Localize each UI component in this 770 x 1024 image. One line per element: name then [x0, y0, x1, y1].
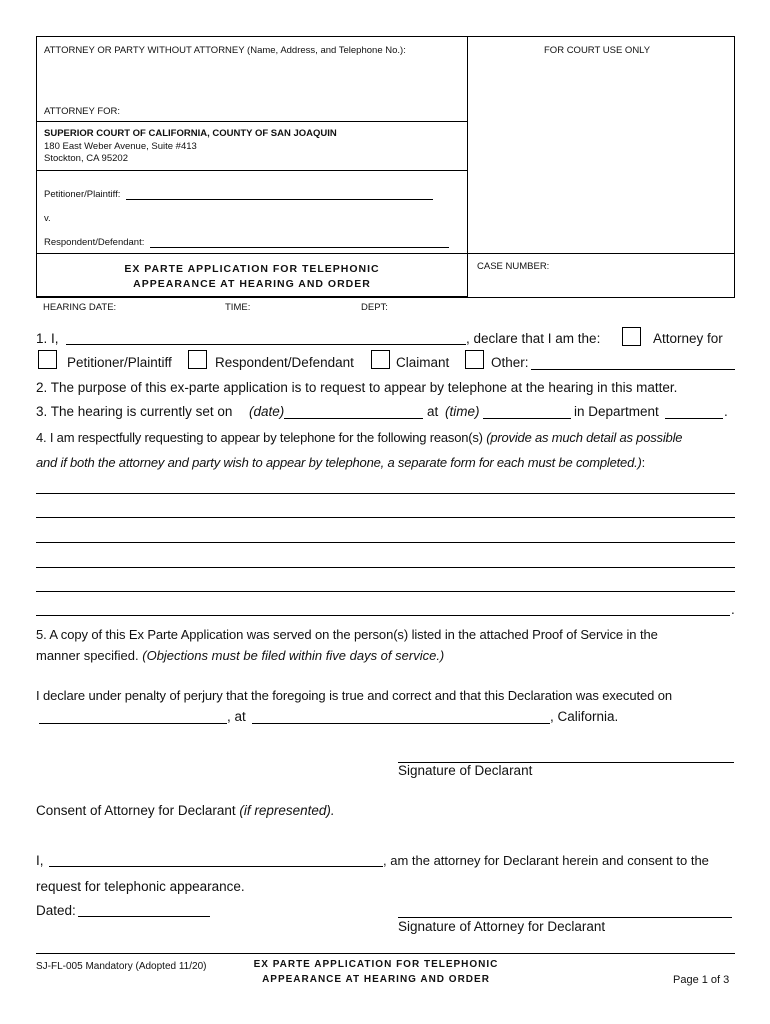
declarant-name-field[interactable]: [66, 344, 466, 345]
petitioner-label: Petitioner/Plaintiff:: [44, 189, 121, 200]
item4-colon: :: [641, 455, 646, 470]
respondent-checkbox[interactable]: [188, 350, 207, 369]
hearing-dept-field[interactable]: [665, 418, 723, 419]
petitioner-checkbox[interactable]: [38, 350, 57, 369]
attorney-consent-prefix: I,: [36, 853, 44, 868]
court-address-line2: Stockton, CA 95202: [44, 153, 128, 164]
petitioner-field[interactable]: [126, 199, 433, 200]
attorney-party-label: ATTORNEY OR PARTY WITHOUT ATTORNEY (Name, Address, and Telephone No.):: [44, 45, 406, 56]
versus-label: v.: [44, 213, 51, 224]
footer-title-line1: EX PARTE APPLICATION FOR TELEPHONIC: [253, 959, 499, 970]
item4-line1: [36, 430, 682, 445]
hearing-time-label: TIME:: [225, 302, 251, 313]
footer-title-line2: APPEARANCE AT HEARING AND ORDER: [262, 974, 490, 985]
claimant-checkbox[interactable]: [371, 350, 390, 369]
dated-field[interactable]: [78, 916, 210, 917]
court-use-label: FOR COURT USE ONLY: [544, 45, 651, 56]
other-checkbox[interactable]: [465, 350, 484, 369]
declaration-california: , California.: [550, 709, 619, 724]
consent-heading: [36, 803, 335, 818]
reason-line[interactable]: [36, 591, 735, 592]
item4-text: 4. I am respectfully requesting to appear by telephone for the following reason(s): [36, 430, 483, 445]
respondent-label: Respondent/Defendant:: [44, 237, 145, 248]
attorney-signature-label: Signature of Attorney for Declarant: [398, 919, 606, 934]
attorney-signature-line[interactable]: [398, 917, 732, 918]
reason-line[interactable]: [36, 542, 735, 543]
respondent-option: Respondent/Defendant: [215, 355, 354, 370]
item3-time-label: (time): [445, 404, 480, 419]
item4-italic-part1: (provide as much detail as possible: [486, 430, 683, 445]
caption-divider: [467, 36, 468, 298]
page-number: Page 1 of 3: [673, 974, 730, 986]
caption-rule: [36, 296, 468, 297]
item3-at-label: at: [427, 404, 439, 419]
item3-period: .: [724, 404, 728, 419]
court-name: SUPERIOR COURT OF CALIFORNIA, COUNTY OF SAN JOAQUIN: [44, 128, 337, 139]
hearing-time-field[interactable]: [483, 418, 571, 419]
caption-rule: [36, 121, 468, 122]
item5-line2: [36, 648, 444, 663]
hearing-dept-label: DEPT:: [361, 302, 388, 313]
footer-rule: [36, 953, 735, 954]
caption-box: [36, 36, 735, 298]
declarant-signature-label: Signature of Declarant: [398, 763, 533, 778]
other-field[interactable]: [531, 369, 735, 370]
consent-label: Consent of Attorney for Declarant: [36, 803, 236, 818]
petitioner-option: Petitioner/Plaintiff: [67, 355, 172, 370]
item3-date-label: (date): [249, 404, 285, 419]
form-title-line1: EX PARTE APPLICATION FOR TELEPHONIC: [124, 263, 380, 275]
respondent-field[interactable]: [150, 247, 449, 248]
reason-line[interactable]: [36, 517, 735, 518]
attorney-consent-line2: request for telephonic appearance.: [36, 879, 245, 894]
caption-rule: [36, 170, 468, 171]
attorney-for-option: Attorney for: [653, 331, 723, 346]
item4-italic-part2: and if both the attorney and party wish to appear by telephone, a separate form for each must be completed.): [36, 455, 642, 470]
execution-place-field[interactable]: [252, 723, 550, 724]
attorney-consent-text: , am the attorney for Declarant herein and consent to the: [383, 853, 709, 868]
reason-line[interactable]: [36, 493, 735, 494]
declaration-text: I declare under penalty of perjury that the foregoing is true and correct and that this Declaration was executed on: [36, 688, 672, 703]
attorney-for-label: ATTORNEY FOR:: [44, 106, 121, 117]
item2-text: 2. The purpose of this ex-parte application is to request to appear by telephone at the hearing in this matter.: [36, 380, 678, 395]
reason-line[interactable]: [36, 615, 730, 616]
item5-italic: (Objections must be filed within five days of service.): [142, 648, 445, 663]
attorney-for-checkbox[interactable]: [622, 327, 641, 346]
item5-text: manner specified.: [36, 648, 139, 663]
dated-label: Dated:: [36, 903, 76, 918]
claimant-option: Claimant: [396, 355, 450, 370]
item3-dept-label: in Department: [574, 404, 659, 419]
other-option: Other:: [491, 355, 529, 370]
item1-prefix: 1. I,: [36, 331, 59, 346]
caption-rule: [36, 253, 735, 254]
item5-line1: 5. A copy of this Ex Parte Application was served on the person(s) listed in the attached Proof of Service in the: [36, 627, 658, 642]
declaration-at: , at: [227, 709, 246, 724]
hearing-date-field[interactable]: [284, 418, 423, 419]
item1-declare-text: , declare that I am the:: [466, 331, 601, 346]
case-number-label: CASE NUMBER:: [477, 261, 550, 272]
consent-italic: (if represented).: [239, 803, 335, 818]
item4-line2: [36, 455, 645, 470]
reason-line[interactable]: [36, 567, 735, 568]
execution-date-field[interactable]: [39, 723, 227, 724]
form-title-line2: APPEARANCE AT HEARING AND ORDER: [133, 278, 371, 290]
item3-prefix: 3. The hearing is currently set on: [36, 404, 233, 419]
form-id: SJ-FL-005 Mandatory (Adopted 11/20): [36, 961, 207, 972]
hearing-date-label: HEARING DATE:: [43, 302, 117, 313]
court-address-line1: 180 East Weber Avenue, Suite #413: [44, 141, 197, 152]
reason-end-period: .: [731, 602, 735, 617]
attorney-name-field[interactable]: [49, 866, 383, 867]
